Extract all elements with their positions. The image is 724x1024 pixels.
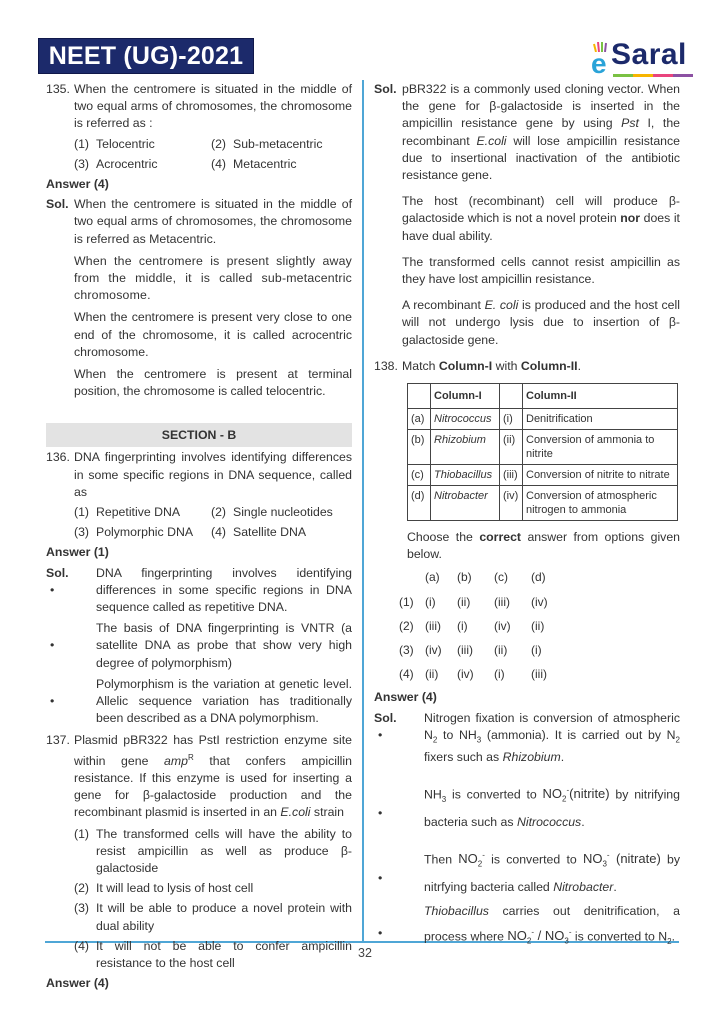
grid-cell: (ii) [425, 667, 439, 682]
solution-paragraph: pBR322 is a commonly used cloning vector. When the gene for β-galactoside is inserted in the ampicillin resistance gene by using Pst I, the recombinant E.coli will lose ampicillin resistance due to insertional inactivation of the antibiotic resistance gene. [402, 82, 681, 183]
q137-solution [374, 81, 680, 354]
options [74, 826, 352, 973]
option-text: Single nucleotides [233, 505, 333, 520]
solution-label: Sol. [46, 197, 69, 212]
option-number: (4) [399, 667, 414, 682]
process-cell: Denitrification [523, 409, 678, 430]
grid-cell: (ii) [531, 618, 545, 633]
option-number: (4) [74, 938, 90, 953]
question-135 [46, 81, 352, 405]
options [74, 504, 352, 541]
option-4 [211, 524, 352, 541]
option-text: Repetitive DNA [96, 505, 181, 520]
option-number: (1) [74, 136, 90, 151]
grid-header: (b) [457, 570, 472, 585]
option-number: (3) [399, 643, 414, 658]
option-text: Satellite DNA [233, 525, 307, 540]
table-header [408, 384, 431, 409]
logo-e-letter: e [591, 48, 607, 79]
table-row [408, 409, 678, 430]
esaral-logo [591, 38, 695, 79]
answer-label: Answer (4) [374, 690, 437, 705]
grid-cell: (iv) [425, 643, 442, 658]
row-key: (d) [408, 486, 431, 521]
solution-paragraph: The transformed cells cannot resist ampicillin as they have lost ampicillin resistance. [402, 254, 680, 287]
bullet-icon: • [378, 727, 383, 742]
option-3 [74, 524, 211, 541]
table-row [408, 465, 678, 486]
option-1 [74, 136, 211, 153]
row-key: (c) [408, 465, 431, 486]
bullet-icon: • [50, 694, 55, 709]
row-roman: (i) [500, 409, 523, 430]
solution-point: Then $NO_2^-$ is converted to $NO_3^-$ (nitrate) by nitrfying bacteria called Nitrobacter. [424, 850, 680, 894]
grid-cell: (iv) [531, 594, 548, 609]
grid-cell: (i) [425, 594, 436, 609]
left-column [46, 81, 352, 992]
table-header: Column-II [523, 384, 678, 409]
option-text: It will lead to lysis of host cell [96, 881, 254, 896]
question-136 [46, 449, 352, 727]
option-number: (2) [74, 881, 90, 896]
bullet-icon: • [378, 925, 383, 940]
option-text: Polymorphic DNA [96, 525, 194, 540]
process-cell: Conversion of ammonia to nitrite [523, 430, 678, 465]
section-header: SECTION - B [46, 423, 352, 447]
grid-cell: (iv) [494, 618, 511, 633]
question-text: When the centromere is situated in the middle of two equal arms of chromosomes, the chromosome is referred as : [74, 82, 352, 131]
row-roman: (ii) [500, 430, 523, 465]
question-number: 138. [374, 358, 398, 373]
table-header [500, 384, 523, 409]
grid-header: (a) [425, 570, 440, 585]
option-1 [74, 504, 211, 521]
solution-paragraph: When the centromere is present very close to one end of the chromosome, it is called acrocentric chromosome. [74, 310, 352, 359]
option-3 [74, 156, 211, 173]
row-roman: (iii) [500, 465, 523, 486]
solution-point: Polymorphism is the variation at genetic level. Allelic sequence variation has traditionally been described as a DNA polymorphism. [96, 676, 352, 726]
option-number: (4) [211, 156, 227, 171]
option-text: Telocentric [96, 136, 155, 151]
option-number: (1) [74, 826, 90, 841]
question-138 [374, 358, 680, 953]
option-text: The transformed cells will have the ability to resist ampicillin as well as produce β-galactoside [96, 826, 352, 876]
option-1 [74, 826, 352, 878]
solution-paragraph: The host (recombinant) cell will produce β-galactoside which is not a novel protein nor does it have dual ability. [402, 194, 680, 243]
table-header: Column-I [431, 384, 500, 409]
match-options-grid [399, 569, 680, 683]
solution-label: Sol. [374, 82, 397, 96]
option-text: Acrocentric [96, 156, 158, 171]
solution-point: Thiobacillus carries out denitrification, a process where $NO_2^- / NO_3^-$ is converted to $N_2$. [424, 903, 680, 946]
organism-cell: Nitrobacter [431, 486, 500, 521]
option-number: (1) [399, 594, 414, 609]
table-row [408, 430, 678, 465]
grid-cell: (iii) [531, 667, 547, 682]
options [74, 136, 352, 173]
solution-paragraph: A recombinant E. coli is produced and the host cell will not undergo lysis due to insertion of β-galactoside gene. [402, 298, 680, 347]
question-text: Match Column-I with Column-II. [402, 358, 582, 373]
grid-cell: (i) [494, 667, 505, 682]
solution-label: Sol. [374, 710, 397, 725]
answer-label: Answer (4) [46, 177, 109, 192]
option-text: Metacentric [233, 156, 297, 171]
option-number: (2) [211, 136, 227, 151]
option-number: (3) [74, 525, 90, 540]
grid-cell: (iii) [494, 594, 510, 609]
solution-paragraph: When the centromere is present at terminal position, the chromosome is called telocentric. [74, 367, 352, 399]
solution-point: Nitrogen fixation is conversion of atmospheric $N_2$ to $NH_3$ (ammonia). It is carried out by $N_2$ fixers such as Rhizobium. [424, 710, 680, 764]
option-4 [74, 938, 352, 972]
solution-point: DNA fingerprinting involves identifying differences in some specific regions in DNA sequence called as repetitive DNA. [96, 565, 352, 615]
solution-paragraph: When the centromere is situated in the middle of two equal arms of chromosomes, the chromosome is referred as Metacentric. [74, 197, 352, 246]
row-roman: (iv) [500, 486, 523, 521]
option-4 [211, 156, 352, 173]
solution [46, 565, 352, 728]
question-text: Plasmid pBR322 has PstI restriction enzyme site within gene amp$^R$ that confers ampicillin resistance. If this enzyme is used for inserting a gene for β-galactoside production and the recombinant plasmid is inserted in an E.coli strain [74, 732, 352, 820]
organism-cell: Rhizobium [431, 430, 500, 465]
answer-label: Answer (1) [46, 545, 109, 560]
option-number: (3) [74, 901, 90, 916]
answer-label: Answer (4) [46, 976, 109, 991]
question-number: 136. [46, 450, 70, 465]
logo-underline [613, 74, 693, 77]
question-number: 135. [46, 82, 70, 96]
bullet-icon: • [50, 582, 55, 597]
bullet-icon: • [378, 870, 383, 885]
grid-cell: (iii) [457, 643, 473, 658]
organism-cell: Nitrococcus [431, 409, 500, 430]
option-text: It will not be able to confer ampicillin resistance to the host cell [96, 938, 352, 971]
option-number: (1) [74, 505, 90, 520]
page-number: 32 [358, 946, 372, 960]
bullet-icon: • [378, 805, 383, 820]
option-text: It will be able to produce a novel protein with dual ability [96, 901, 352, 933]
solution [374, 710, 680, 953]
option-2 [211, 136, 352, 153]
grid-header: (d) [531, 570, 546, 585]
question-text: DNA fingerprinting involves identifying differences in some specific regions in DNA sequence, called as [74, 450, 352, 499]
match-table [407, 383, 678, 521]
solution-paragraph: When the centromere is present slightly away from the middle, it is called sub-metacentric chromosome. [74, 253, 352, 303]
table-header-row [408, 384, 678, 409]
bullet-icon: • [50, 638, 55, 653]
option-number: (2) [399, 618, 414, 633]
option-number: (2) [211, 505, 227, 520]
question-137 [46, 732, 352, 993]
option-number: (4) [211, 525, 227, 540]
row-key: (a) [408, 409, 431, 430]
grid-cell: (ii) [494, 643, 508, 658]
organism-cell: Thiobacillus [431, 465, 500, 486]
choose-instruction: Choose the correct answer from options given below. [407, 530, 681, 562]
option-text: Sub-metacentric [233, 136, 323, 151]
grid-cell: (iii) [425, 618, 441, 633]
process-cell: Conversion of atmospheric nitrogen to ammonia [523, 486, 678, 521]
grid-cell: (ii) [457, 594, 471, 609]
solution [46, 196, 352, 405]
table-row [408, 486, 678, 521]
logo-text: Saral [611, 38, 687, 71]
solution-label: Sol. [46, 565, 69, 580]
grid-cell: (iv) [457, 667, 474, 682]
exam-title-badge: NEET (UG)-2021 [38, 38, 254, 74]
option-2 [211, 504, 352, 521]
option-2 [74, 880, 352, 897]
option-number: (3) [74, 156, 90, 171]
process-cell: Conversion of nitrite to nitrate [523, 465, 678, 486]
row-key: (b) [408, 430, 431, 465]
column-divider [362, 80, 364, 942]
grid-cell: (i) [457, 618, 468, 633]
right-column [374, 81, 680, 957]
question-number: 137. [46, 732, 70, 747]
grid-header: (c) [494, 570, 508, 585]
solution-point: The basis of DNA fingerprinting is VNTR (a satellite DNA as probe that show very high degree of polymorphism) [96, 621, 352, 670]
solution-point: $NH_3$ is converted to $NO_2^-(nitrite)$ by nitrifying bacteria such as Nitrococcus. [424, 785, 680, 829]
option-3 [74, 900, 352, 934]
grid-cell: (i) [531, 643, 542, 658]
